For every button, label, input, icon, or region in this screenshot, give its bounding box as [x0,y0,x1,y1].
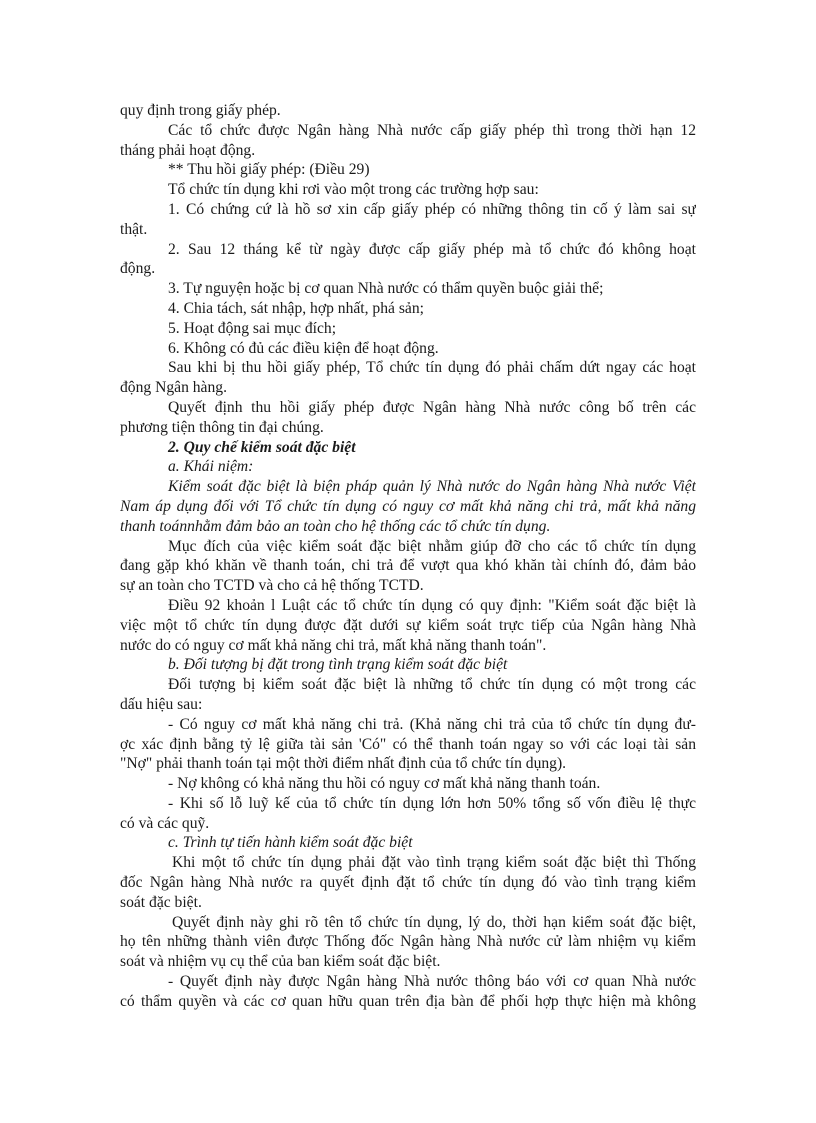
text-line: đang gặp khó khăn về thanh toán, chi trả để vượt qua khó khăn tài chính đó, đảm bảo [120,557,696,575]
text-line: Khi một tổ chức tín dụng phải đặt vào tình trạng kiểm soát đặc biệt thì Thống [172,854,696,872]
text-line: soát đặc biệt. [120,893,202,911]
text-line: thật. [120,220,148,238]
list-item: - Quyết định này được Ngân hàng Nhà nước thông báo với cơ quan Nhà nước [168,973,696,991]
text-line: Quyết định thu hồi giấy phép được Ngân hàng Nhà nước công bố trên các [168,398,696,416]
list-item: - Nợ không có khả năng thu hồi có nguy cơ mất khả năng thanh toán. [168,775,601,793]
definition-line: Kiểm soát đặc biệt là biện pháp quản lý Nhà nước do Ngân hàng Nhà nước Việt [168,478,696,496]
list-item: 5. Hoạt động sai mục đích; [168,319,337,337]
text-line: quy định trong giấy phép. [120,102,281,119]
definition-line: thanh toánnhằm đảm bảo an toàn cho hệ thống các tổ chức tín dụng. [120,517,551,535]
subsection-heading: a. Khái niệm: [168,458,254,476]
text-line: có và các quỹ. [120,814,210,832]
text-line: Quyết định này ghi rõ tên tổ chức tín dụng, lý do, thời hạn kiểm soát đặc biệt, [172,913,696,931]
text-line: Sau khi bị thu hồi giấy phép, Tổ chức tín dụng đó phải chấm dứt ngay các hoạt [168,359,696,377]
text-line: họ tên những thành viên được Thống đốc Ngân hàng Nhà nước cử làm nhiệm vụ kiểm [120,933,696,951]
text-line: đốc Ngân hàng Nhà nước ra quyết định đặt tổ chức tín dụng đó vào tình trạng kiểm [120,874,696,892]
definition-line: Nam áp dụng đối với Tổ chức tín dụng có nguy cơ mất khả năng chi trả, mất khả năng [120,497,696,515]
text-line: Tổ chức tín dụng khi rơi vào một trong các trường hợp sau: [168,181,539,199]
text-line: Điều 92 khoản l Luật các tổ chức tín dụng có quy định: "Kiểm soát đặc biệt là [168,596,696,614]
text-line: nước do có nguy cơ mất khả năng chi trả, mất khả năng thanh toán". [120,636,547,654]
list-item: 1. Có chứng cứ là hồ sơ xin cấp giấy phép có những thông tin cố ý làm sai sự [168,200,696,218]
list-item: 6. Không có đủ các điều kiện để hoạt động. [168,339,439,357]
text-line: động Ngân hàng. [120,379,227,397]
subsection-heading: b. Đối tượng bị đặt trong tình trạng kiểm soát đặc biệt [168,656,508,674]
text-line: soát và nhiệm vụ cụ thể của ban kiểm soát đặc biệt. [120,953,441,971]
text-line: có thẩm quyền và các cơ quan hữu quan trên địa bàn để phối hợp thực hiện mà không [120,992,696,1010]
text-line: dấu hiệu sau: [120,695,203,713]
text-line: sự an toàn cho TCTD và cho cả hệ thống TCTD. [120,577,424,595]
list-item: 3. Tự nguyện hoặc bị cơ quan Nhà nước có thẩm quyền buộc giải thể; [168,280,604,298]
text-line: động. [120,260,156,278]
list-item: 4. Chia tách, sát nhập, hợp nhất, phá sản; [168,299,424,317]
list-item: - Có nguy cơ mất khả năng chi trả. (Khả năng chi trả của tổ chức tín dụng đư- [168,715,696,733]
text-line: Các tổ chức được Ngân hàng Nhà nước cấp giấy phép thì trong thời hạn 12 [168,121,696,139]
text-line: phương tiện thông tin đại chúng. [120,418,324,436]
list-item: 2. Sau 12 tháng kể từ ngày được cấp giấy phép mà tổ chức đó không hoạt [168,240,696,258]
text-line: việc một tổ chức tín dụng được đặt dưới sự kiểm soát trực tiếp của Ngân hàng Nhà [120,616,696,634]
list-item: - Khi số lỗ luỹ kế của tổ chức tín dụng lớn hơn 50% tổng số vốn điều lệ thực [168,794,696,812]
section-heading: 2. Quy chế kiểm soát đặc biệt [168,438,356,456]
text-line: tháng phải hoạt động. [120,141,256,159]
text-line: Mục đích của việc kiểm soát đặc biệt nhằm giúp đỡ cho các tổ chức tín dụng [168,537,696,555]
text-line: Đối tượng bị kiểm soát đặc biệt là những tổ chức tín dụng có một trong các [168,676,696,694]
text-line: ợc xác định bằng tỷ lệ giữa tài sản 'Có" có thể thanh toán ngay so với các loại tài sản [120,735,696,753]
subsection-heading: c. Trình tự tiến hành kiểm soát đặc biệt [168,834,413,852]
text-line: "Nợ" phải thanh toán tại một thời điểm nhất định của tổ chức tín dụng). [120,755,567,773]
section-heading: ** Thu hồi giấy phép: (Điều 29) [168,161,370,179]
